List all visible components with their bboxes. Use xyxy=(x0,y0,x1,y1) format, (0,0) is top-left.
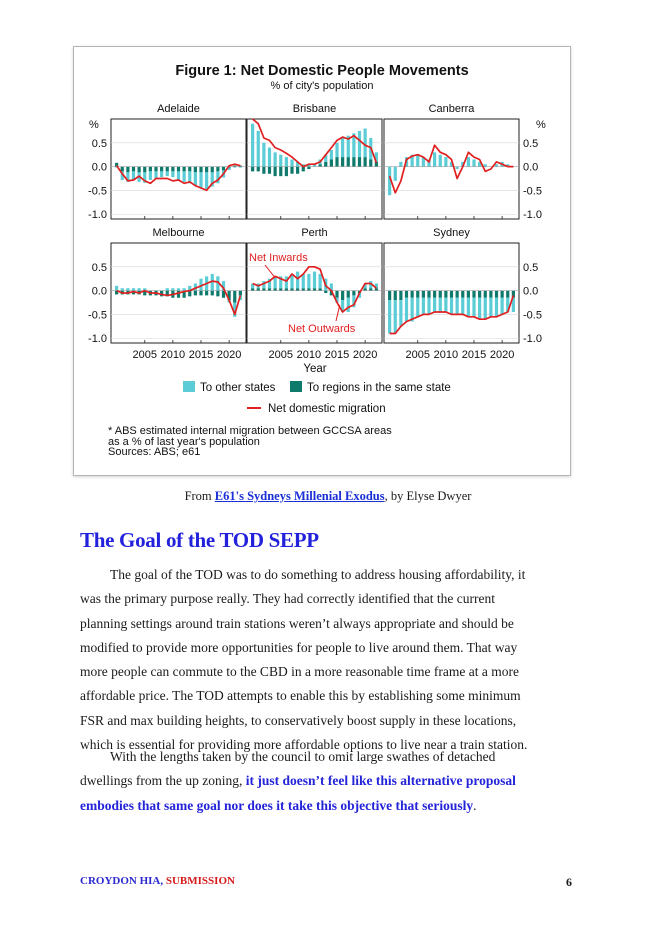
figure-title: Figure 1: Net Domestic People Movements xyxy=(175,63,469,79)
highlighted-text: embodies that same goal nor does it take this objective that seriously xyxy=(80,797,474,813)
bar-same-state xyxy=(274,167,277,177)
bar-other-states xyxy=(399,162,402,167)
bar-other-states xyxy=(177,171,180,180)
bar-same-state xyxy=(279,288,282,290)
bar-other-states xyxy=(205,172,208,189)
y-tick-label: 0.0 xyxy=(523,161,539,174)
bar-other-states xyxy=(251,124,254,167)
figure-caption xyxy=(0,489,656,504)
text-line xyxy=(80,794,580,818)
bar-other-states xyxy=(478,298,481,319)
bar-same-state xyxy=(211,167,214,173)
text-line: which is essential for providing more affordable options to live near a train station. xyxy=(80,737,528,753)
bar-same-state xyxy=(501,291,504,298)
y-tick-label: 0.5 xyxy=(523,137,539,150)
bar-other-states xyxy=(444,157,447,167)
bar-other-states xyxy=(501,298,504,315)
y-tick-label: -0.5 xyxy=(523,309,542,322)
legend-label: Net domestic migration xyxy=(268,403,386,415)
paragraph-2 xyxy=(80,745,580,818)
text-line: affordable price. The TOD attempts to enable this by establishing some minimum xyxy=(80,688,521,704)
panel-title: Perth xyxy=(301,227,328,239)
annotation-arrow xyxy=(336,305,340,321)
bar-other-states xyxy=(416,298,419,317)
bar-same-state xyxy=(177,167,180,172)
bar-same-state xyxy=(296,288,299,290)
bar-same-state xyxy=(394,291,397,301)
panel-title: Adelaide xyxy=(157,103,200,115)
footer-doc: SUBMISSION xyxy=(165,875,235,887)
note-line: Sources: ABS; e61 xyxy=(108,446,201,458)
bar-same-state xyxy=(369,159,372,166)
bar-same-state xyxy=(138,167,141,173)
y-tick-label: 0.5 xyxy=(523,261,539,274)
bar-same-state xyxy=(268,288,271,290)
bar-same-state xyxy=(251,288,254,290)
bar-same-state xyxy=(467,291,470,298)
bar-same-state xyxy=(262,167,265,174)
bar-other-states xyxy=(484,164,487,166)
bar-same-state xyxy=(364,157,367,167)
bar-same-state xyxy=(433,291,436,298)
bar-other-states xyxy=(132,288,135,290)
bar-same-state xyxy=(439,291,442,298)
bar-same-state xyxy=(126,167,129,173)
bar-other-states xyxy=(467,157,470,167)
bar-other-states xyxy=(427,298,430,315)
bar-other-states xyxy=(296,272,299,289)
bar-same-state xyxy=(364,288,367,290)
bar-other-states xyxy=(416,155,419,167)
bar-other-states xyxy=(285,276,288,288)
text-line: more people can commute to the CBD in a more reasonable time frame at a more xyxy=(80,664,519,680)
bar-same-state xyxy=(495,291,498,298)
bar-same-state xyxy=(388,291,391,301)
text-line xyxy=(80,769,580,793)
bar-other-states xyxy=(495,298,498,317)
bar-other-states xyxy=(444,298,447,312)
bar-other-states xyxy=(422,298,425,315)
bar-same-state xyxy=(341,291,344,301)
y-tick-label: 0.5 xyxy=(91,137,107,150)
bar-same-state xyxy=(330,159,333,166)
note-line: as a % of last year's population xyxy=(108,435,260,448)
bar-same-state xyxy=(484,291,487,298)
period: . xyxy=(473,797,477,813)
x-tick-label: 2015 xyxy=(188,349,214,361)
bar-same-state xyxy=(285,288,288,290)
bar-other-states xyxy=(364,129,367,158)
annotation-net-inwards: Net Inwards xyxy=(249,252,308,264)
bar-other-states xyxy=(439,155,442,167)
bar-same-state xyxy=(177,291,180,298)
bar-other-states xyxy=(171,288,174,290)
bar-other-states xyxy=(467,298,470,317)
bar-other-states xyxy=(126,288,129,290)
bar-same-state xyxy=(335,157,338,167)
text-line: planning settings around train stations weren’t always appropriate and should be xyxy=(80,615,514,631)
bar-same-state xyxy=(352,157,355,167)
figure-note xyxy=(108,426,392,458)
bar-other-states xyxy=(115,286,118,291)
y-tick-label: -1.0 xyxy=(88,209,107,222)
bar-same-state xyxy=(489,291,492,298)
bar-other-states xyxy=(394,300,397,333)
bar-same-state xyxy=(335,291,338,298)
bar-same-state xyxy=(222,167,225,171)
bar-same-state xyxy=(154,167,157,172)
bar-same-state xyxy=(268,167,271,174)
bar-same-state xyxy=(358,157,361,167)
caption-prefix: From xyxy=(184,489,215,503)
bar-same-state xyxy=(478,291,481,298)
bar-same-state xyxy=(262,288,265,290)
figure xyxy=(73,46,571,476)
text-line: was the primary purpose really. They had correctly identified that the current xyxy=(80,591,495,607)
y-tick-label: -1.0 xyxy=(88,333,107,346)
x-tick-label: 2020 xyxy=(489,349,515,361)
bar-same-state xyxy=(399,291,402,301)
text-line: modified to provide more opportunities for people to live around them. That way xyxy=(80,639,518,655)
bar-other-states xyxy=(484,298,487,319)
bar-other-states xyxy=(461,298,464,315)
bar-other-states xyxy=(313,272,316,289)
bar-same-state xyxy=(296,167,299,174)
bar-same-state xyxy=(290,167,293,174)
x-tick-label: 2020 xyxy=(352,349,378,361)
bar-other-states xyxy=(149,171,152,180)
bar-same-state xyxy=(205,167,208,173)
bar-other-states xyxy=(290,159,293,166)
bar-same-state xyxy=(313,288,316,290)
bar-same-state xyxy=(257,288,260,290)
bar-same-state xyxy=(416,291,419,298)
bar-same-state xyxy=(411,291,414,298)
bar-same-state xyxy=(132,167,135,172)
bar-other-states xyxy=(319,274,322,288)
bar-other-states xyxy=(450,298,453,315)
highlighted-text: it just doesn’t feel like this alternative proposal xyxy=(245,773,516,789)
bar-other-states xyxy=(160,171,163,177)
y-tick-label: -0.5 xyxy=(523,185,542,198)
bar-same-state xyxy=(211,291,214,296)
y-unit-label: % xyxy=(536,119,546,131)
bar-same-state xyxy=(143,167,146,173)
bar-same-state xyxy=(307,288,310,290)
y-tick-label: 0.0 xyxy=(91,285,107,298)
bar-same-state xyxy=(405,291,408,298)
bar-other-states xyxy=(257,131,260,167)
panel-frame xyxy=(247,119,382,219)
bar-same-state xyxy=(427,291,430,298)
x-tick-label: 2015 xyxy=(324,349,350,361)
bar-same-state xyxy=(188,167,191,172)
bar-same-state xyxy=(166,167,169,172)
plain-text: dwellings from the up zoning, xyxy=(80,773,246,789)
panel-title: Sydney xyxy=(433,227,470,239)
y-tick-label: -1.0 xyxy=(523,209,542,222)
bar-same-state xyxy=(160,167,163,172)
bar-same-state xyxy=(341,157,344,167)
bar-same-state xyxy=(216,167,219,172)
bar-same-state xyxy=(422,291,425,298)
bar-same-state xyxy=(239,291,242,296)
section-heading: The Goal of the TOD SEPP xyxy=(80,528,319,552)
bar-same-state xyxy=(375,288,378,290)
panel-title: Melbourne xyxy=(152,227,205,239)
caption-suffix: , by Elyse Dwyer xyxy=(384,489,472,503)
bar-other-states xyxy=(183,288,186,290)
bar-other-states xyxy=(262,143,265,167)
bar-other-states xyxy=(330,150,333,160)
x-axis-label: Year xyxy=(303,363,327,375)
x-tick-label: 2005 xyxy=(268,349,293,361)
bar-same-state xyxy=(472,291,475,298)
footer-org: CROYDON HIA, xyxy=(80,875,166,887)
bar-other-states xyxy=(302,274,305,288)
bar-other-states xyxy=(138,288,141,290)
paragraph-1 xyxy=(80,563,580,757)
y-tick-label: 0.5 xyxy=(91,261,107,274)
bar-same-state xyxy=(324,162,327,167)
bar-same-state xyxy=(290,288,293,290)
bar-same-state xyxy=(324,291,327,293)
figure-subtitle: % of city's population xyxy=(270,80,374,92)
bar-same-state xyxy=(319,288,322,290)
bar-same-state xyxy=(251,167,254,172)
bar-other-states xyxy=(433,298,436,312)
note-line: * ABS estimated internal migration between GCCSA areas xyxy=(108,425,392,437)
bar-other-states xyxy=(177,288,180,290)
y-tick-label: -1.0 xyxy=(523,333,542,346)
x-tick-label: 2010 xyxy=(160,349,186,361)
bar-same-state xyxy=(257,167,260,172)
legend-label: To other states xyxy=(200,382,276,394)
annotation-net-outwards: Net Outwards xyxy=(288,323,356,335)
x-tick-label: 2020 xyxy=(216,349,242,361)
x-tick-label: 2010 xyxy=(433,349,459,361)
bar-other-states xyxy=(171,171,174,177)
bar-other-states xyxy=(456,167,459,169)
bar-same-state xyxy=(199,167,202,173)
source-link[interactable]: E61's Sydneys Millenial Exodus xyxy=(214,489,385,503)
bar-other-states xyxy=(166,288,169,290)
bar-other-states xyxy=(472,298,475,317)
y-tick-label: -0.5 xyxy=(88,309,107,322)
bar-same-state xyxy=(352,291,355,296)
bar-other-states xyxy=(307,274,310,288)
y-tick-label: 0.0 xyxy=(523,285,539,298)
bar-same-state xyxy=(285,167,288,177)
bar-other-states xyxy=(456,298,459,315)
bar-same-state xyxy=(216,291,219,297)
bar-same-state xyxy=(183,167,186,172)
text-line: With the lengths taken by the council to omit large swathes of detached xyxy=(110,749,496,764)
bar-other-states xyxy=(341,138,344,157)
bar-other-states xyxy=(154,171,157,178)
bar-same-state xyxy=(233,291,236,303)
x-tick-label: 2015 xyxy=(461,349,487,361)
bar-same-state xyxy=(456,291,459,298)
bar-same-state xyxy=(274,288,277,290)
bar-same-state xyxy=(194,291,197,296)
bar-same-state xyxy=(199,291,202,296)
bar-other-states xyxy=(405,298,408,322)
bar-other-states xyxy=(394,167,397,181)
bar-other-states xyxy=(279,155,282,167)
bar-other-states xyxy=(489,298,492,317)
bar-other-states xyxy=(268,148,271,167)
bar-same-state xyxy=(347,157,350,167)
panel-title: Brisbane xyxy=(292,103,337,115)
bar-same-state xyxy=(171,167,174,172)
y-tick-label: -0.5 xyxy=(88,185,107,198)
bar-other-states xyxy=(274,152,277,166)
bar-same-state xyxy=(279,167,282,177)
bar-same-state xyxy=(444,291,447,298)
footer-label xyxy=(80,875,235,887)
bar-other-states xyxy=(439,298,442,312)
bar-same-state xyxy=(307,167,310,169)
bar-other-states xyxy=(335,143,338,157)
y-tick-label: 0.0 xyxy=(91,161,107,174)
text-line: FSR and max building heights, to conservatively boost supply in these locations, xyxy=(80,712,517,728)
text-line: The goal of the TOD was to do something to address housing affordability, it xyxy=(110,567,526,582)
bar-same-state xyxy=(450,291,453,298)
bar-other-states xyxy=(183,171,186,181)
bar-other-states xyxy=(388,300,391,333)
bar-same-state xyxy=(461,291,464,298)
bar-same-state xyxy=(194,167,197,173)
bar-other-states xyxy=(194,172,197,185)
bar-same-state xyxy=(302,288,305,290)
page-number: 6 xyxy=(566,875,572,889)
bar-other-states xyxy=(285,157,288,167)
x-tick-label: 2005 xyxy=(132,349,157,361)
bar-same-state xyxy=(149,167,152,172)
y-unit-label: % xyxy=(89,119,99,131)
legend-swatch-other-states xyxy=(183,381,195,392)
bar-other-states xyxy=(121,288,124,290)
x-tick-label: 2010 xyxy=(296,349,322,361)
bar-other-states xyxy=(433,152,436,166)
net-migration-chart xyxy=(74,47,570,475)
x-tick-label: 2005 xyxy=(405,349,430,361)
bar-other-states xyxy=(399,300,402,326)
legend-swatch-same-state xyxy=(290,381,302,392)
net-migration-line xyxy=(390,145,514,193)
bar-other-states xyxy=(166,171,169,176)
legend-label: To regions in the same state xyxy=(307,382,451,394)
bar-same-state xyxy=(319,164,322,166)
bar-other-states xyxy=(472,159,475,166)
bar-same-state xyxy=(506,291,509,298)
panel-title: Canberra xyxy=(428,103,475,115)
bar-same-state xyxy=(205,291,208,296)
bar-other-states xyxy=(358,131,361,157)
bar-other-states xyxy=(347,298,350,312)
bar-other-states xyxy=(199,172,202,187)
bar-same-state xyxy=(347,291,350,298)
bar-same-state xyxy=(369,288,372,290)
